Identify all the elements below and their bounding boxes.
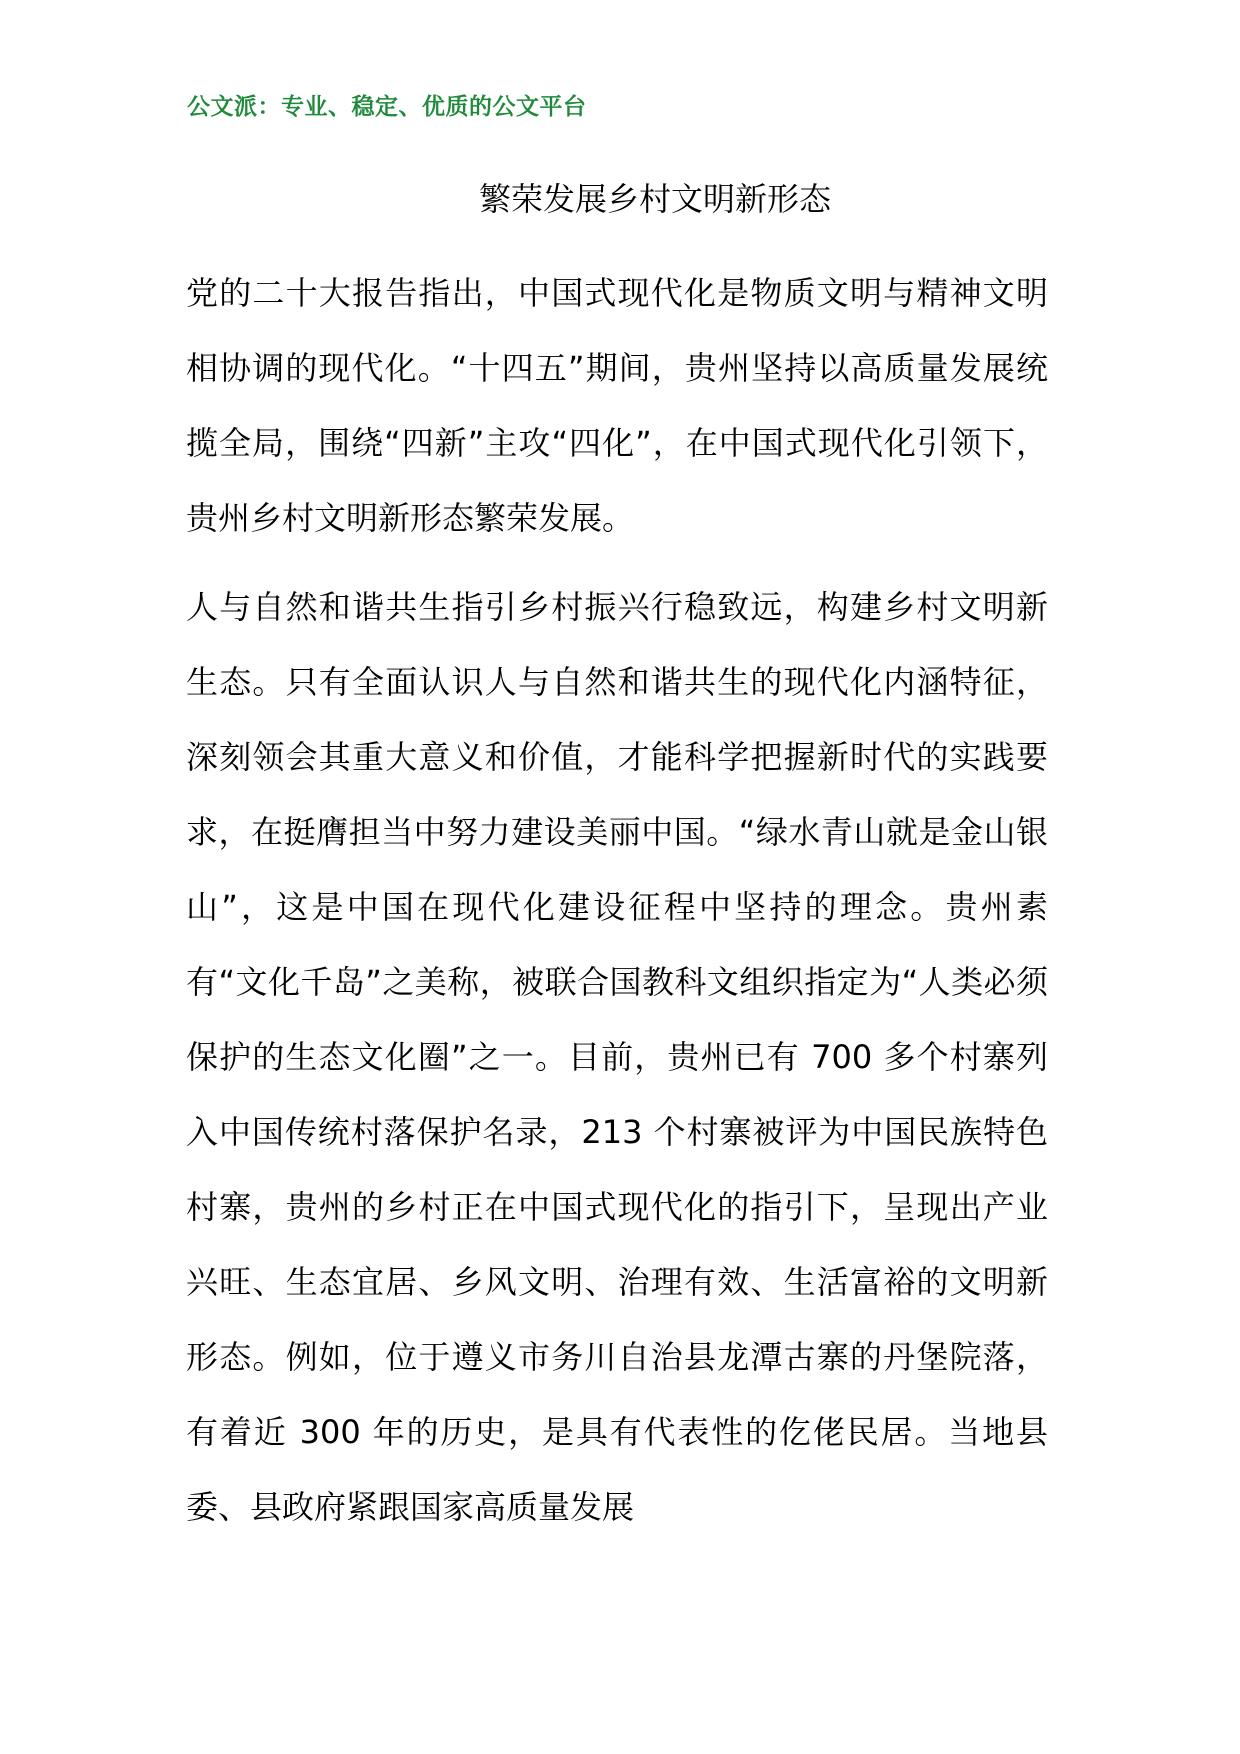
document-title: 繁荣发展乡村文明新形态 (478, 180, 831, 218)
paragraph-intro: 党的二十大报告指出，中国式现代化是物质文明与精神文明相协调的现代化。“十四五”期间，贵州坚持以高质量发展统揽全局，围绕“四新”主攻“四化”，在中国式现代化引领下，贵州乡村文明新形态繁荣发展。 (186, 274, 1048, 537)
paragraph-ecology: 人与自然和谐共生指引乡村振兴行稳致远，构建乡村文明新生态。只有全面认识人与自然和谐共生的现代化内涵特征，深刻领会其重大意义和价值，才能科学把握新时代的实践要求，在挺膺担当中努力建设美丽中国。“绿水青山就是金山银山”，这是中国在现代化建设征程中坚持的理念。贵州素有“文化千岛”之美称，被联合国教科文组织指定为“人类必须保护的生态文化圈”之一。目前，贵州已有 700 多个村寨列入中国传统村落保护名录，213 个村寨被评为中国民族特色村寨，贵州的乡村正在中国式现代化的指引下，呈现出产业兴旺、生态宜居、乡风文明、治理有效、生活富裕的文明新形态。例如，位于遵义市务川自治县龙潭古寨的丹堡院落，有着近 300 年的历史，是具有代表性的仡佬民居。当地县委、县政府紧跟国家高质量发展 (186, 588, 1048, 1526)
site-banner: 公文派：专业、稳定、优质的公文平台 (187, 94, 587, 120)
document-body (186, 256, 1048, 1559)
